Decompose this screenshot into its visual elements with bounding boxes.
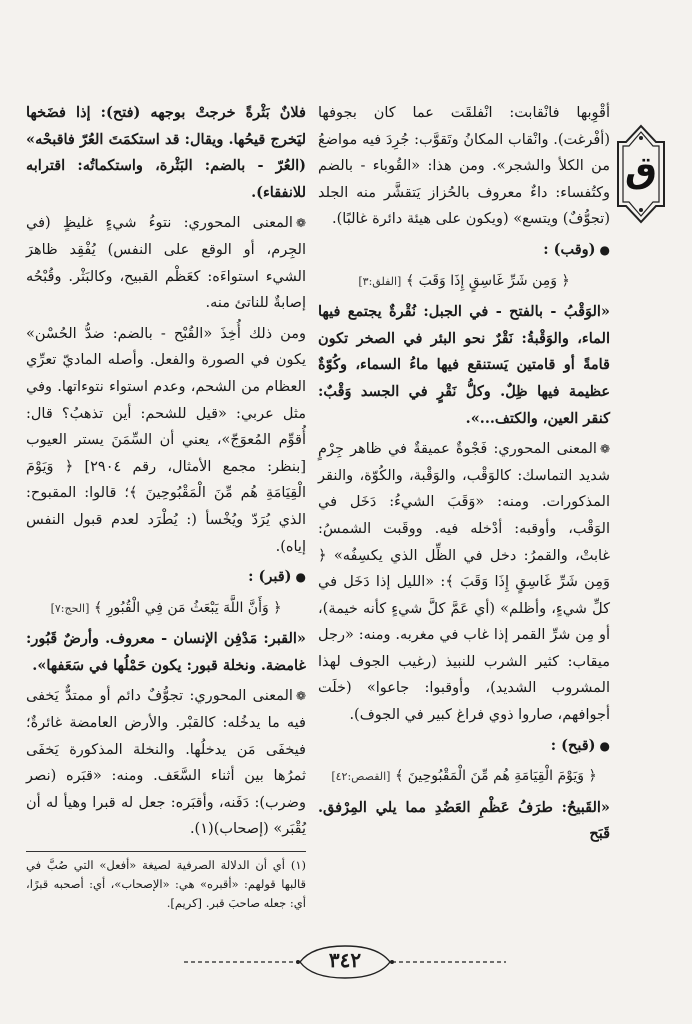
verse-reference: [القصص:٤٢]	[331, 770, 391, 784]
entry-heading	[318, 733, 610, 760]
bullet-icon: ●	[295, 570, 306, 585]
quran-verse	[318, 763, 610, 791]
paragraph: «القَبيحُ: طرَفُ عَظْمِ العَضُدِ مما يلي المِرْفق. قَبَح	[318, 798, 610, 843]
flower-icon: ❁	[295, 689, 306, 704]
section-letter: ق	[624, 150, 658, 191]
flower-icon: ❁	[599, 442, 610, 457]
entry-heading	[26, 564, 306, 591]
paragraph: فلانٌ بَثْرةً خرجتْ بوجهه (فتح): إذا فضَخها ليَخرج قيحُها. ويقال: قد استكمَتَ العُرّ فاقبحْه» (العُرّ - بالضم: البَثْرة، واستكماتُه: اقترابه للانفقاء).	[26, 104, 306, 201]
letter-badge	[612, 122, 670, 226]
footnote: (١) أي أن الدلالة الصرفية لصيغة «أفعل» التي صُبَّ في قالبها قولهم: «أقبره» هي: «الإصحاب»، أي: أصحبه قبرًا، أي: جعله صاحبَ قبر. [كريم].	[26, 858, 306, 910]
paragraph	[318, 436, 610, 729]
quran-verse	[318, 268, 610, 296]
entry-heading-text: (وقب) :	[543, 240, 596, 258]
entry-heading-text: (قبر) :	[248, 568, 292, 586]
page-footer	[180, 942, 510, 982]
right-column	[318, 100, 610, 852]
verse-reference: [الفلق:٣]	[358, 274, 402, 288]
paragraph	[26, 683, 306, 843]
footnote-divider	[26, 851, 306, 852]
verse-text: ﴿ وَمِن شَرِّ غَاسِقٍ إِذَا وَقَبَ ﴾	[405, 272, 570, 289]
paragraph-text: المعنى المحوري: فَجْوةٌ عميقةٌ في ظاهر جِرْمٍ شديد التماسك: كالوَقْب، والوَقْبة، والكُوّة، والنقر المذكورات. ومنه: «وَقَبَ الشيءُ: دَخَل في الوَقْب، وأوقبه: أدْخله فيه. ووقَبت الشمسُ: غابتْ، والقمرُ: دخل في الظِّل الذي يكسِفُه» ﴿ وَمِن شَرِّ غَاسِقٍ إِذَا وَقَبَ ﴾: «الليل إذا دَخَل في كلِّ شيءٍ، وأظلم» (أي عَمَّ كلَّ شيءٍ كأنه خيمة)، أو مِن شرِّ القمر إذا غاب في مغربه. ومنه: «رجل ميقاب: كثير الشرب للنبيذ (رغيب الجوف لهذا المشروب الشديد)، وأوقبوا: جاعوا» (خلَت أجوافهم، صاروا ذوي فراغ كبير في الجوف).	[318, 441, 610, 724]
flower-icon: ❁	[295, 216, 306, 231]
paragraph: «القبر: مَدْفِن الإنسان - معروف. وأرضٌ قَبُور: غامضة. ونخلة قبور: يكون حَمْلُها في سَعَفها».	[26, 630, 306, 674]
bullet-icon: ●	[599, 242, 610, 257]
paragraph: «الوَقْبُ - بالفتح - في الجبل: نُقْرةٌ يجتمع فيها الماء، والوَقْبةُ: نَقْرٌ نحو البئر في الصخر تكون قامةً أو قامتين يَستنقع فيها ماءُ السماء، وكُوّةٌ عظيمة فيها ظِلٌ. وكلُّ نَقْرٍ في الجسد وَقْبٌ: كنقر العين، والكتف...».	[318, 303, 610, 427]
paragraph-text: المعنى المحوري: تجوُّفٌ دائم أو ممتدٌّ يَخفى فيه ما يدخُله: كالقبْر. والأرض العامضة غائرةٌ؛ فيخفَى مَن يدخلُها. والنخلة المذكورة يَخفَى ثمرُها بين أثناء السَّعَف. ومنه: «قبَره (نصر وضرب): دَفَنه، وأقبَره: جعل له قبرا وهيأ له أن يُقْبَر» (إصحاب)(١).	[26, 688, 306, 838]
entry-heading-text: (قبح) :	[550, 736, 596, 754]
paragraph: ومن ذلك أُخِذَ «القُبْح - بالضم: ضدُّ الحُسْن» يكون في الصورة والفعل. وأصله الماديّ تعرِّي العظام من الشحم، وعدم استواء نتوءاتها. وفي مثل عربي: «قيل للشحم: أين تذهبُ؟ قال: أُقوِّم المُعوَجّ»، يعني أن السِّمَنَ يستر العيوب [بنظر: مجمع الأمثال، رقم ٢٩٠٤] ﴿ وَيَوْمَ الْقِيَامَةِ هُم مِّنَ الْمَقْبُوحِينَ ﴾؛ قالوا: المقبوح: الذي يُرَدّ ويُخْسأ (: يُطْرَد لعدم قبول النفس إياه).	[26, 325, 306, 555]
entry-heading	[318, 237, 610, 264]
verse-text: ﴿ وَأَنَّ اللَّهَ يَبْعَثُ مَن فِي الْقُبُورِ ﴾	[94, 599, 282, 616]
paragraph	[26, 210, 306, 316]
page-number: ٣٤٢	[328, 948, 362, 972]
paragraph-text: المعنى المحوري: نتوءُ شيءٍ غليظٍ (في الجِرم، أو الوقع على النفس) يُفْقِد ظاهرَ الشيء استواءَه: كعَظْم القبيح، وكالبَثْر. وقُبْحُه إصابةٌ للناتئ منه.	[26, 215, 306, 312]
quran-verse	[26, 595, 306, 623]
left-column	[26, 100, 306, 847]
verse-reference: [الحج:٧]	[50, 601, 90, 615]
verse-text: ﴿ وَيَوْمَ الْقِيَامَةِ هُم مِّنَ الْمَقْبُوحِينَ ﴾	[395, 768, 597, 785]
paragraph: أقْوِبها فانْقابت: انْفلقَت عما كان بجوفها (أفْرغت). وانْقاب المكانُ وتَقوَّب: جُرِدَ فيه مواضعُ من الكلأ والشجر». ومن هذا: «القُوباء - بالضم وكتُفساء: داءٌ معروف بالحُزاز يَتقشَّر منه الجلد (تجوُّفٌ) ويتسع» (ويكون على هيئة دائرة غالبًا).	[318, 105, 610, 228]
bullet-icon: ●	[599, 738, 610, 753]
